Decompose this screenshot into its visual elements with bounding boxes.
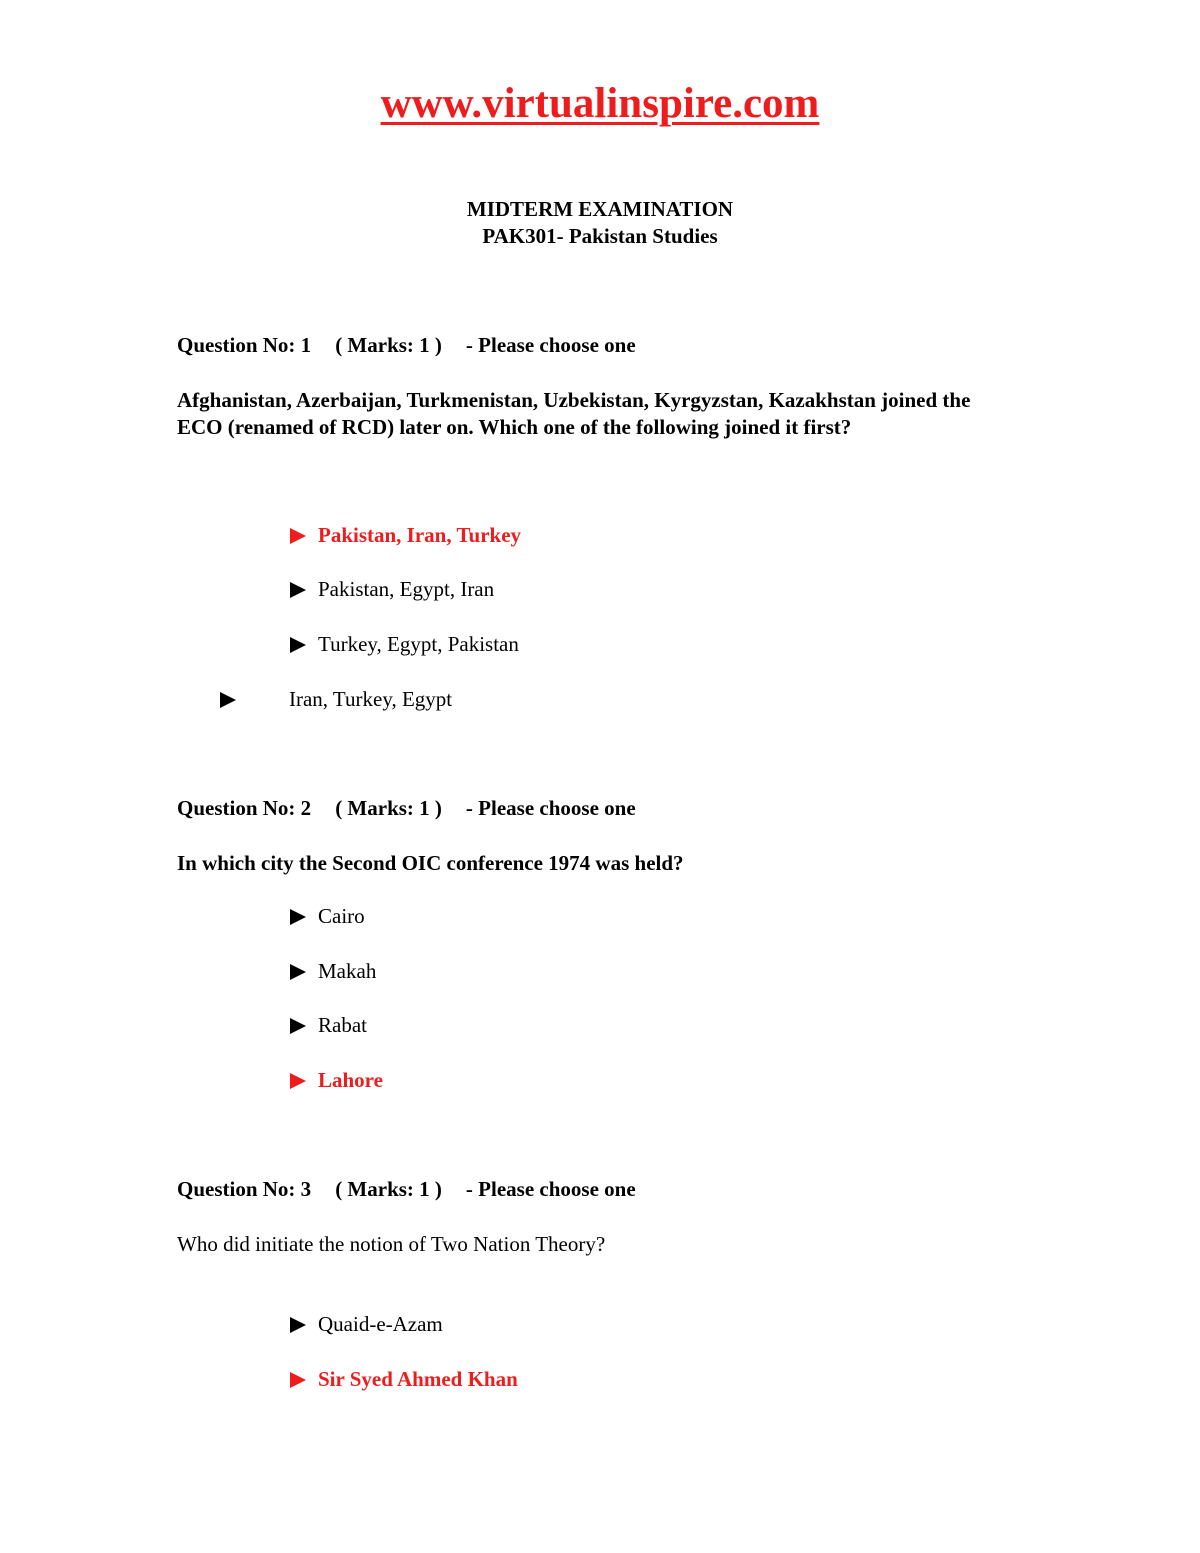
question-1-option-4[interactable] [220,686,452,713]
question-1-instruction: - Please choose one [465,333,636,357]
question-1-option-2[interactable] [290,576,494,603]
option-arrow-icon [290,964,306,980]
question-1-option-1[interactable] [290,522,521,549]
question-2-option-2[interactable] [290,958,376,985]
option-arrow-icon [290,1073,306,1089]
question-2-marks: ( Marks: 1 ) [335,796,442,820]
question-2-header [177,795,636,822]
option-label: Rabat [318,1013,367,1037]
question-3-text: Who did initiate the notion of Two Nation Theory? [177,1232,606,1256]
option-arrow-icon [290,1317,306,1333]
option-label: Iran, Turkey, Egypt [289,687,453,711]
option-label: Quaid-e-Azam [318,1312,443,1336]
exam-title: MIDTERM EXAMINATION [466,197,734,221]
question-3-option-1[interactable] [290,1311,443,1338]
question-3-header [177,1176,636,1203]
option-label: Pakistan, Iran, Turkey [318,523,522,547]
option-arrow-icon [290,1018,306,1034]
question-2-text: In which city the Second OIC conference 1974 was held? [177,851,684,875]
option-arrow-icon [290,528,306,544]
option-arrow-icon [290,637,306,653]
question-2-option-4[interactable] [290,1067,383,1094]
question-1-text: Afghanistan, Azerbaijan, Turkmenistan, Uzbekistan, Kyrgyzstan, Kazakhstan joined the ECO (renamed of RCD) later on. Which one of the following joined it first? [177,388,971,439]
option-label: Makah [318,959,377,983]
option-label: Lahore [318,1068,383,1092]
question-3-option-2[interactable] [290,1366,518,1393]
option-arrow-icon [220,692,236,708]
question-3-instruction: - Please choose one [465,1177,636,1201]
question-2-option-3[interactable] [290,1012,367,1039]
option-arrow-icon [290,1372,306,1388]
question-2-label: Question No: 2 [177,796,312,820]
question-1-header [177,332,636,359]
option-label: Sir Syed Ahmed Khan [318,1367,518,1391]
question-1-option-3[interactable] [290,631,519,658]
site-url-link[interactable]: www.virtualinspire.com [380,80,820,127]
question-1-marks: ( Marks: 1 ) [335,333,442,357]
question-2-option-1[interactable] [290,903,365,930]
course-title: PAK301- Pakistan Studies [482,224,718,248]
option-label: Turkey, Egypt, Pakistan [318,632,519,656]
option-arrow-icon [290,909,306,925]
option-label: Cairo [318,904,365,928]
question-2-instruction: - Please choose one [465,796,636,820]
option-arrow-icon [290,582,306,598]
option-label: Pakistan, Egypt, Iran [318,577,495,601]
question-3-label: Question No: 3 [177,1177,312,1201]
question-3-marks: ( Marks: 1 ) [335,1177,442,1201]
question-1-label: Question No: 1 [177,333,312,357]
